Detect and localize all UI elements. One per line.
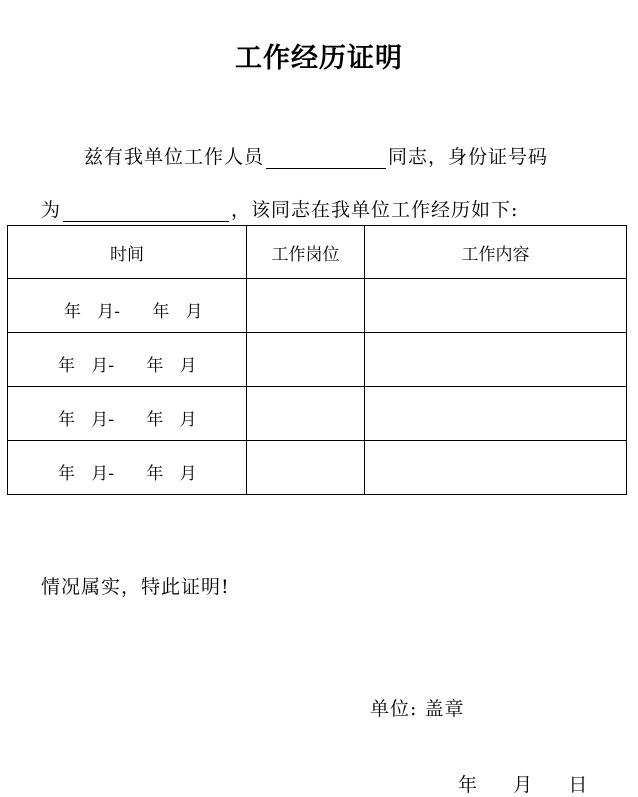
content-cell[interactable] — [365, 441, 627, 495]
position-cell[interactable] — [247, 441, 365, 495]
content-cell[interactable] — [365, 387, 627, 441]
period-text: 年 月- 年 月 — [64, 302, 203, 322]
position-cell[interactable] — [247, 279, 365, 333]
table-header-row — [8, 226, 627, 279]
name-blank[interactable] — [266, 148, 386, 169]
intro-text-part-a: 兹有我单位工作人员 — [84, 146, 265, 168]
period-cell[interactable] — [8, 441, 247, 495]
intro-text-part-c: 为 — [41, 199, 62, 221]
period-text: 年 月- 年 月 — [58, 464, 197, 484]
experience-table — [7, 225, 627, 495]
table-row — [8, 387, 627, 441]
signature-date: 年 月 日 — [458, 774, 589, 796]
content-cell[interactable] — [365, 279, 627, 333]
period-cell[interactable] — [8, 279, 247, 333]
period-cell[interactable] — [8, 387, 247, 441]
intro-text-part-d: ，该同志在我单位工作经历如下: — [231, 199, 519, 221]
intro-text-part-b: 同志，身份证号码 — [388, 146, 549, 168]
table-row — [8, 279, 627, 333]
confirmation-text: 情况属实，特此证明! — [41, 576, 230, 598]
header-content: 工作内容 — [365, 226, 627, 279]
document-title: 工作经历证明 — [235, 43, 403, 74]
intro-line-1 — [84, 142, 548, 169]
intro-line-2 — [41, 195, 518, 222]
position-cell[interactable] — [247, 333, 365, 387]
period-cell[interactable] — [8, 333, 247, 387]
header-time: 时间 — [8, 226, 247, 279]
id-number-blank[interactable] — [63, 201, 229, 222]
table-row — [8, 333, 627, 387]
table-row — [8, 441, 627, 495]
unit-seal-label: 单位: 盖章 — [370, 698, 465, 720]
header-position: 工作岗位 — [247, 226, 365, 279]
period-text: 年 月- 年 月 — [58, 356, 197, 376]
content-cell[interactable] — [365, 333, 627, 387]
position-cell[interactable] — [247, 387, 365, 441]
period-text: 年 月- 年 月 — [58, 410, 197, 430]
